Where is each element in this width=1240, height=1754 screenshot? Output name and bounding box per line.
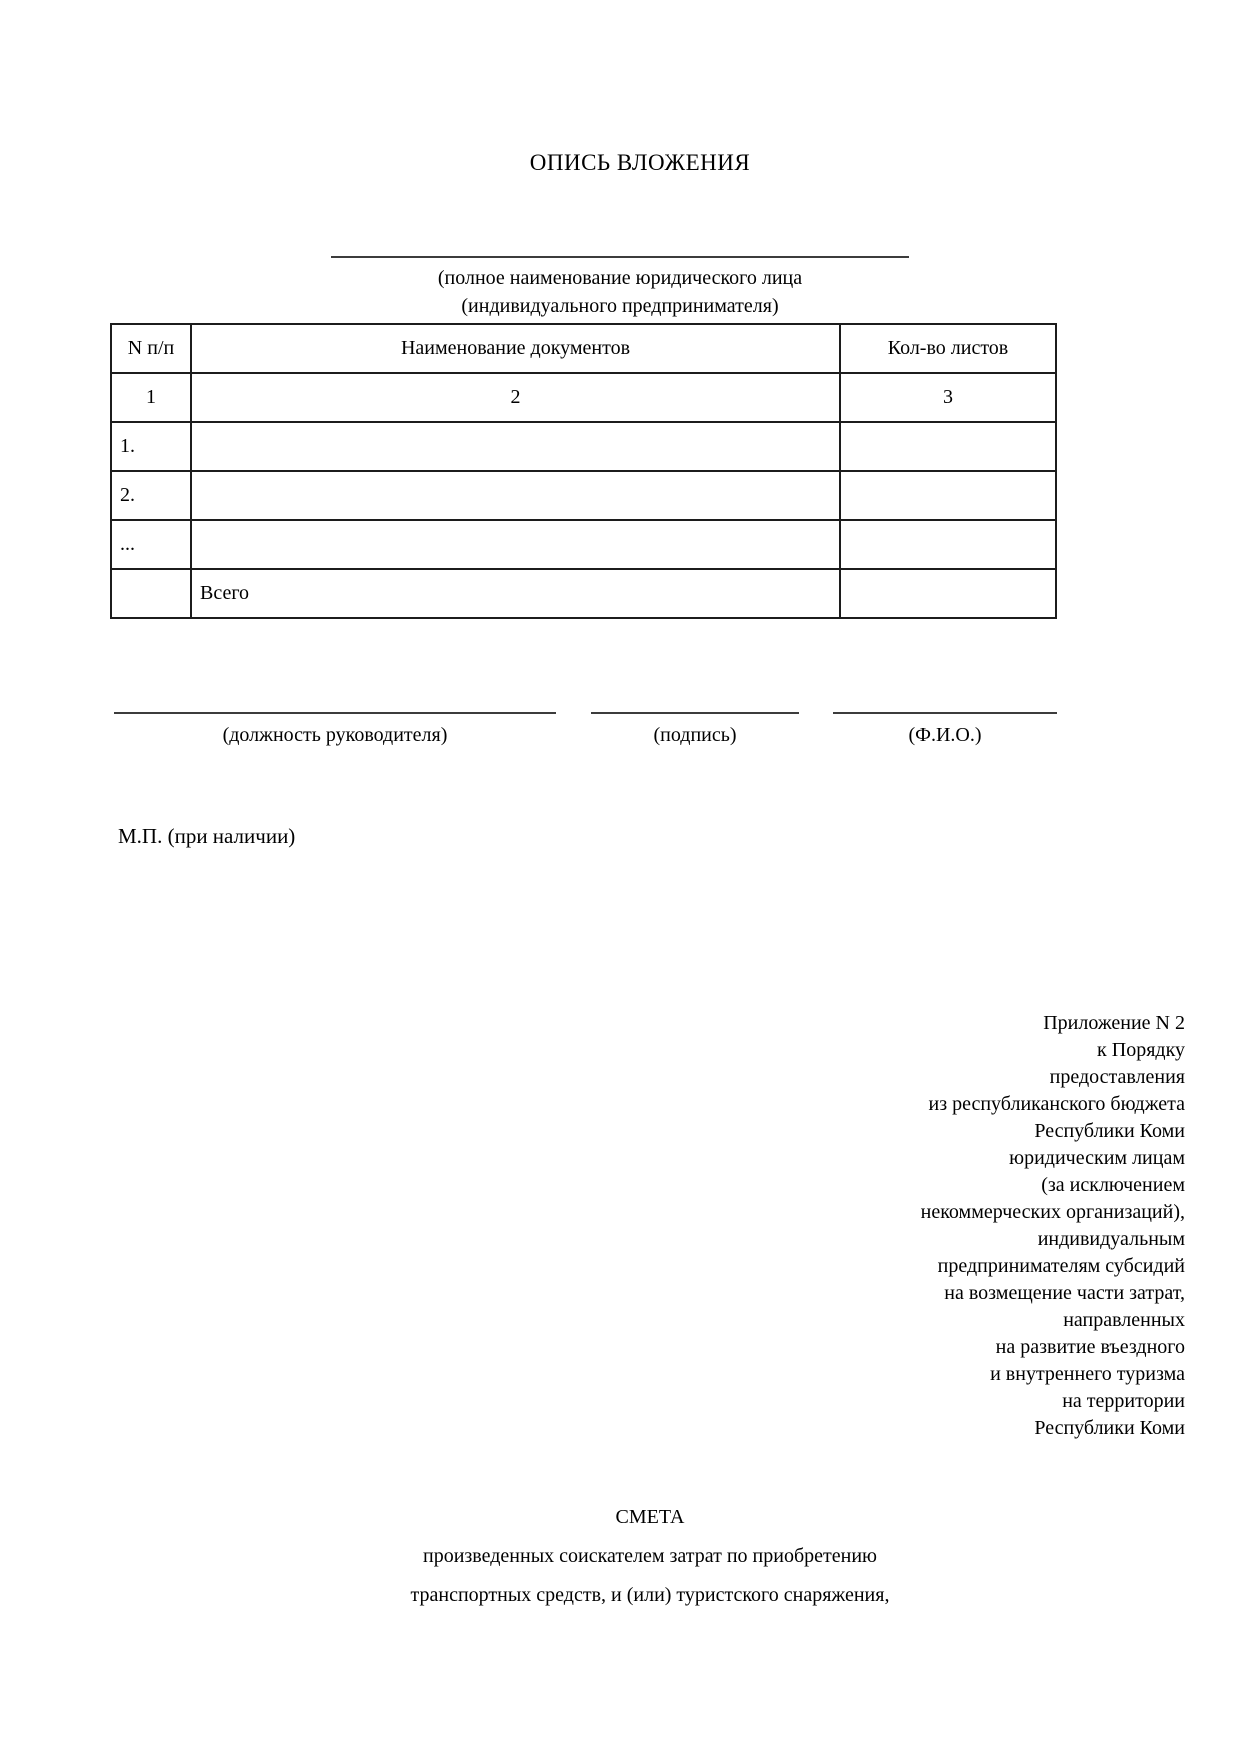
appendix-line: из республиканского бюджета	[928, 1093, 1185, 1115]
appendix-line: Республики Коми	[1034, 1120, 1185, 1142]
org-name-block	[331, 256, 909, 320]
document-name-cell	[191, 520, 840, 569]
appendix-line: на территории	[1062, 1390, 1185, 1412]
signature-block-signature	[591, 712, 799, 747]
document-name-cell	[191, 471, 840, 520]
row-number-cell: 2.	[111, 471, 191, 520]
org-name-blank-line	[331, 256, 909, 258]
org-name-caption-line1: (полное наименование юридического лица	[437, 267, 803, 289]
column-number-cell: 1	[111, 373, 191, 422]
column-number-cell: 2	[191, 373, 840, 422]
sheet-count-cell	[840, 569, 1056, 618]
table-row	[111, 471, 1056, 520]
col-header-document-name: Наименование документов	[191, 324, 840, 373]
column-number-cell: 3	[840, 373, 1056, 422]
col-header-number: N п/п	[111, 324, 191, 373]
appendix-line: Приложение N 2	[1043, 1012, 1185, 1034]
appendix-reference-block	[565, 1010, 1185, 1442]
appendix-line: Республики Коми	[1034, 1417, 1185, 1439]
row-number-cell: ...	[111, 520, 191, 569]
appendix-line: и внутреннего туризма	[990, 1363, 1185, 1385]
signature-blank-line	[591, 712, 799, 714]
signature-blank-line	[114, 712, 556, 714]
row-number-cell: 1.	[111, 422, 191, 471]
appendix-line: (за исключением	[1041, 1174, 1185, 1196]
row-number-cell	[111, 569, 191, 618]
table-total-row	[111, 569, 1056, 618]
appendix-line: на развитие въездного	[995, 1336, 1185, 1358]
signature-block-name	[833, 712, 1057, 747]
sheet-count-cell	[840, 471, 1056, 520]
document-name-cell	[191, 422, 840, 471]
document-title: ОПИСЬ ВЛОЖЕНИЯ	[529, 150, 751, 175]
signature-blank-line	[833, 712, 1057, 714]
stamp-note: М.П. (при наличии)	[118, 824, 296, 848]
signature-caption-name: (Ф.И.О.)	[908, 724, 982, 746]
signature-caption-position: (должность руководителя)	[222, 724, 448, 746]
attachments-table	[110, 323, 1057, 619]
appendix-line: предоставления	[1049, 1066, 1185, 1088]
appendix-line: юридическим лицам	[1009, 1147, 1185, 1169]
total-label-cell: Всего	[191, 569, 840, 618]
appendix-line: предпринимателям субсидий	[937, 1255, 1185, 1277]
appendix-line: некоммерческих организаций),	[920, 1201, 1185, 1223]
column-numbers-row	[111, 373, 1056, 422]
col-header-sheet-count: Кол-во листов	[840, 324, 1056, 373]
table-row	[111, 520, 1056, 569]
signature-caption-signature: (подпись)	[653, 724, 737, 746]
estimate-subtitle-line: транспортных средств, и (или) туристского снаряжения,	[410, 1584, 890, 1606]
sheet-count-cell	[840, 520, 1056, 569]
signature-block-position	[114, 712, 556, 747]
appendix-line: направленных	[1063, 1309, 1185, 1331]
estimate-heading-block	[110, 1498, 1190, 1615]
sheet-count-cell	[840, 422, 1056, 471]
estimate-subtitle-line: произведенных соискателем затрат по приобретению	[423, 1545, 877, 1567]
org-name-caption-line2: (индивидуального предпринимателя)	[461, 295, 779, 317]
appendix-line: к Порядку	[1097, 1039, 1185, 1061]
table-header-row	[111, 324, 1056, 373]
appendix-line: индивидуальным	[1037, 1228, 1185, 1250]
table-row	[111, 422, 1056, 471]
estimate-title: СМЕТА	[615, 1506, 685, 1528]
appendix-line: на возмещение части затрат,	[944, 1282, 1185, 1304]
